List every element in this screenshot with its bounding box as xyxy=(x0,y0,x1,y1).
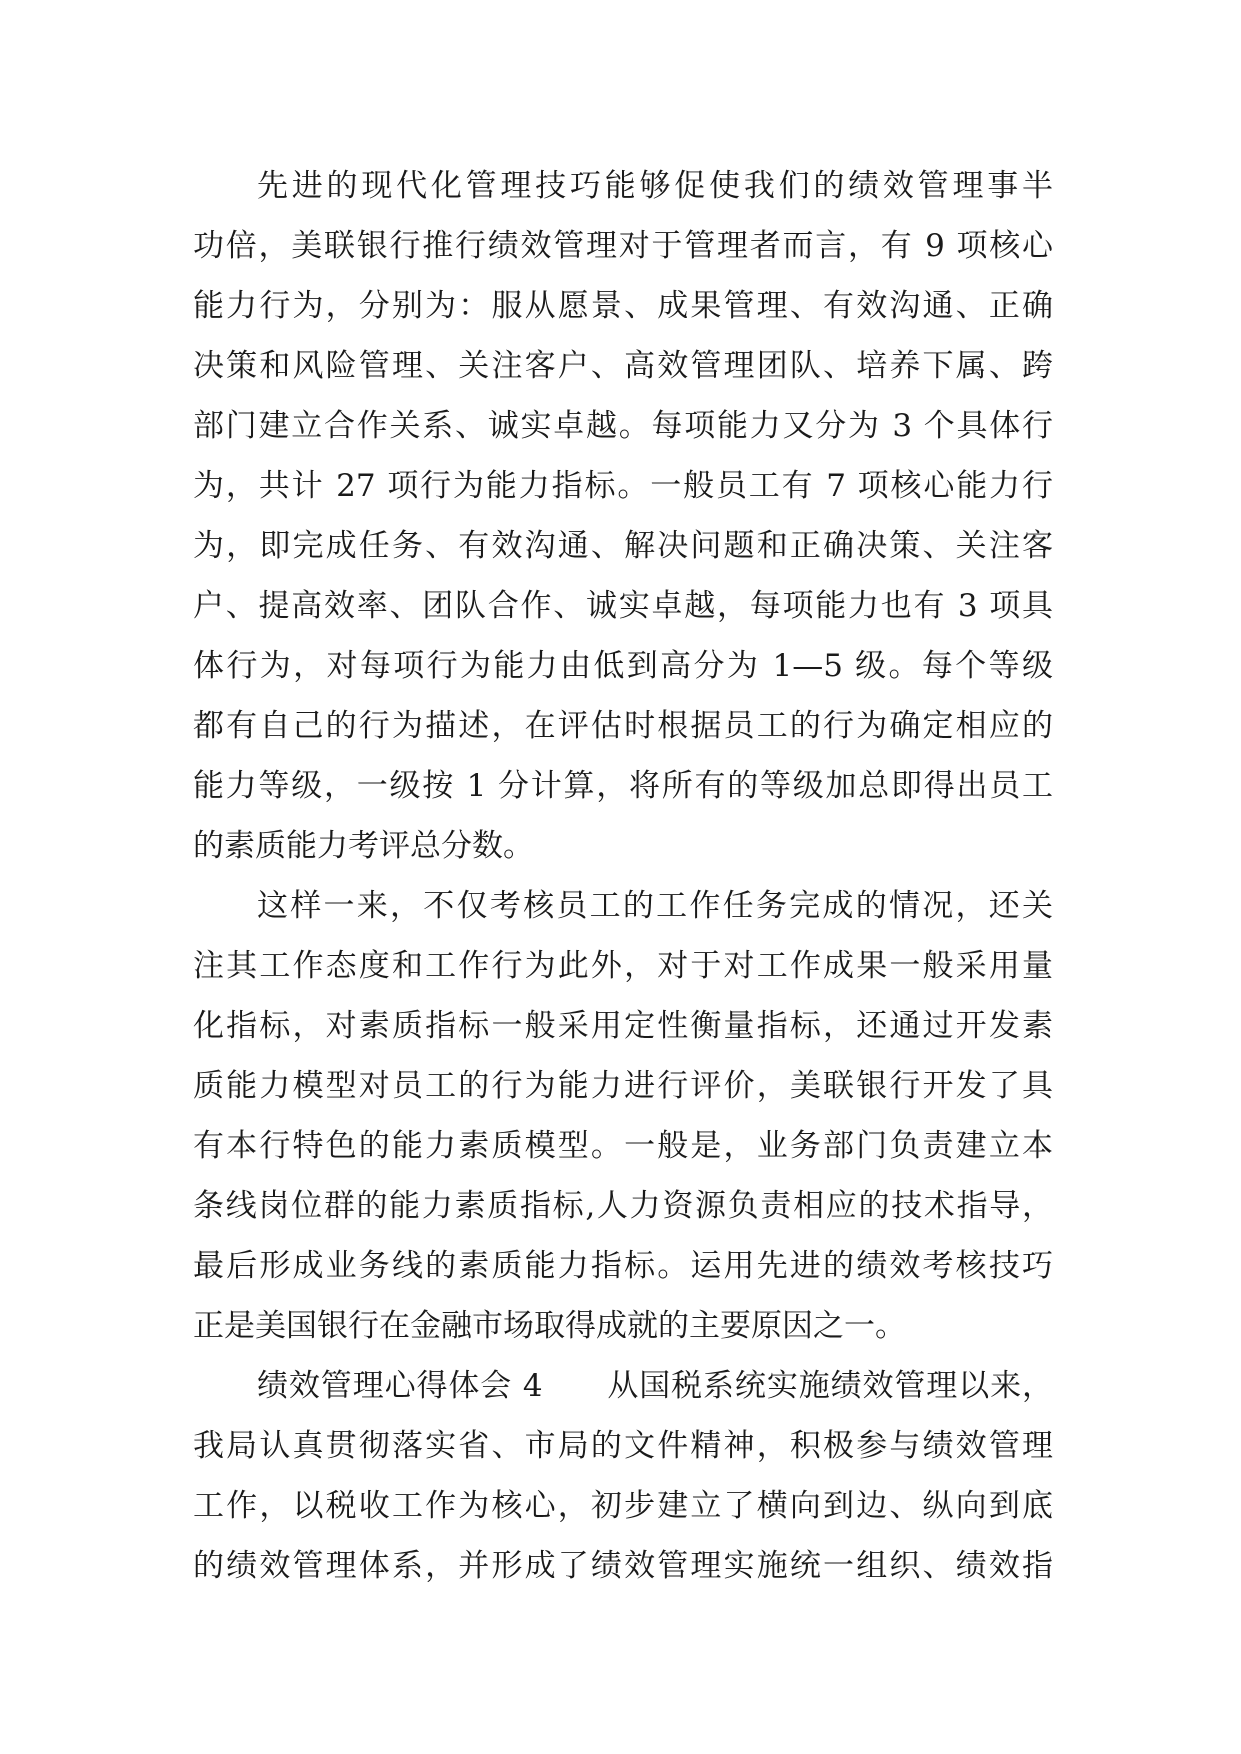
text-line: 化指标，对素质指标一般采用定性衡量指标，还通过开发素 xyxy=(193,1008,1053,1044)
text-line: 功倍，美联银行推行绩效管理对于管理者而言，有 9 项核心 xyxy=(193,228,1053,264)
text-line: 注其工作态度和工作行为此外，对于对工作成果一般采用量 xyxy=(193,948,1053,984)
text-line: 先进的现代化管理技巧能够促使我们的绩效管理事半 xyxy=(257,168,1053,204)
text-line: 的绩效管理体系，并形成了绩效管理实施统一组织、绩效指 xyxy=(193,1548,1053,1584)
text-line: 最后形成业务线的素质能力指标。运用先进的绩效考核技巧 xyxy=(193,1248,1053,1284)
text-line: 为，共计 27 项行为能力指标。一般员工有 7 项核心能力行 xyxy=(193,468,1053,504)
text-line: 工作，以税收工作为核心，初步建立了横向到边、纵向到底 xyxy=(193,1488,1053,1524)
text-line: 的素质能力考评总分数。 xyxy=(193,828,534,864)
text-line: 决策和风险管理、关注客户、高效管理团队、培养下属、跨 xyxy=(193,348,1053,384)
text-line: 能力等级，一级按 1 分计算，将所有的等级加总即得出员工 xyxy=(193,768,1053,804)
text-line: 我局认真贯彻落实省、市局的文件精神，积极参与绩效管理 xyxy=(193,1428,1053,1464)
text-line: 部门建立合作关系、诚实卓越。每项能力又分为 3 个具体行 xyxy=(193,408,1053,444)
text-line: 绩效管理心得体会 4 从国税系统实施绩效管理以来， xyxy=(257,1368,1053,1404)
text-line: 能力行为，分别为：服从愿景、成果管理、有效沟通、正确 xyxy=(193,288,1053,324)
text-line: 这样一来，不仅考核员工的工作任务完成的情况，还关 xyxy=(257,888,1053,924)
text-line: 为，即完成任务、有效沟通、解决问题和正确决策、关注客 xyxy=(193,528,1053,564)
text-line: 都有自己的行为描述，在评估时根据员工的行为确定相应的 xyxy=(193,708,1053,744)
text-line: 质能力模型对员工的行为能力进行评价，美联银行开发了具 xyxy=(193,1068,1053,1104)
text-line: 有本行特色的能力素质模型。一般是，业务部门负责建立本 xyxy=(193,1128,1053,1164)
text-line: 户、提高效率、团队合作、诚实卓越，每项能力也有 3 项具 xyxy=(193,588,1053,624)
paragraph-3 xyxy=(193,1356,1053,1596)
text-line: 正是美国银行在金融市场取得成就的主要原因之一。 xyxy=(193,1308,906,1344)
paragraph-1 xyxy=(193,156,1053,876)
document-body xyxy=(193,156,1053,1596)
text-line: 条线岗位群的能力素质指标,人力资源负责相应的技术指导， xyxy=(193,1188,1053,1224)
paragraph-2 xyxy=(193,876,1053,1356)
text-line: 体行为，对每项行为能力由低到高分为 1—5 级。每个等级 xyxy=(193,648,1053,684)
